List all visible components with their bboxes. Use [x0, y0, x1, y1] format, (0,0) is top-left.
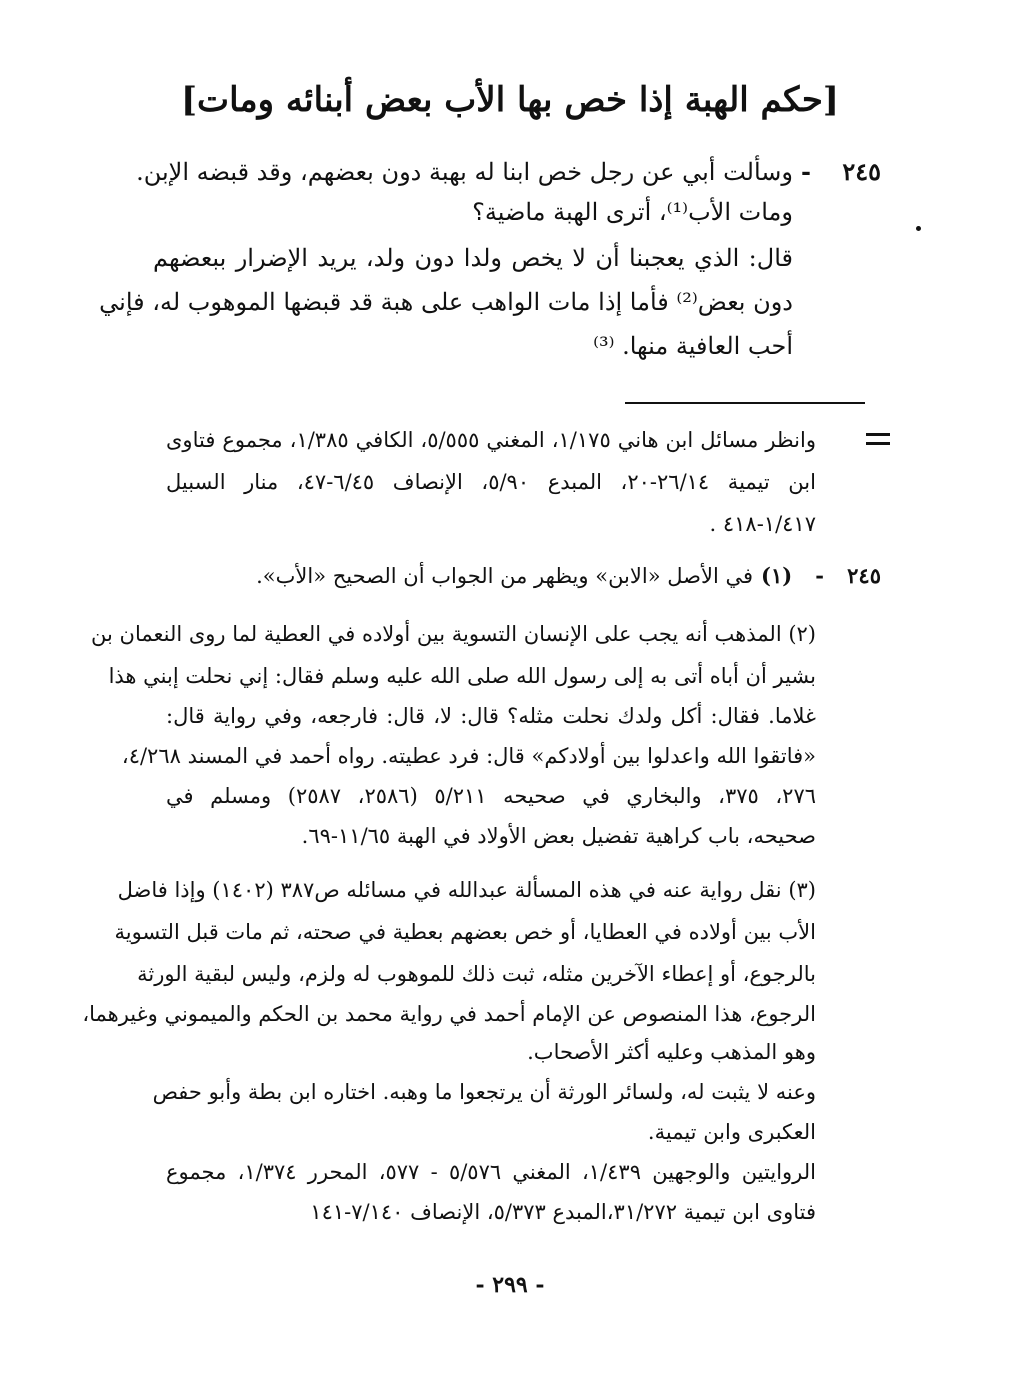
question-line-2: ومات الأب⁽¹⁾، أترى الهبة ماضية؟ [472, 198, 793, 226]
footnote-2-line-1: (٢) المذهب أنه يجب على الإنسان التسوية بين أولاده في العطية لما روى النعمان بن [91, 622, 816, 646]
question-line-1: وسألت أبي عن رجل خص ابنا له بهبة دون بعضهم، وقد قبضه الإبن. [136, 158, 793, 186]
footnote-3-line-1: (٣) نقل رواية عنه في هذه المسألة عبدالله في مسائله ص٣٨٧ (١٤٠٢) وإذا فاضل [117, 878, 816, 902]
section-title: [حكم الهبة إذا خص بها الأب بعض أبنائه ومات] [180, 80, 840, 120]
footnote-3-line-3: بالرجوع، أو إعطاء الآخرين مثله، ثبت ذلك للموهوب له ولزم، وليس لبقية الورثة [137, 962, 816, 986]
refs-line-2: ابن تيمية ٢٦/١٤-٢٠، المبدع ٥/٩٠، الإنصاف ٦/٤٥-٤٧، منار السبيل [166, 470, 816, 494]
answer-line-3: أحب العافية منها. ⁽³⁾ [593, 332, 793, 360]
entry-number: ٢٤٥ - [801, 157, 881, 186]
footnote-3b-line-2: العكبرى وابن تيمية. [647, 1120, 816, 1144]
footnote-1-text: في الأصل «الابن» ويظهر من الجواب أن الصحيح «الأب». [256, 564, 753, 588]
footnote-3-line-5: وهو المذهب وعليه أكثر الأصحاب. [527, 1040, 816, 1064]
refs-line-1: وانظر مسائل ابن هاني ١/١٧٥، المغني ٥/٥٥٥، الكافي ١/٣٨٥، مجموع فتاوى [166, 428, 816, 452]
footnote-2-line-6: صحيحه، باب كراهية تفضيل بعض الأولاد في الهبة ١١/٦٥-٦٩. [301, 824, 816, 848]
footnote-separator [625, 402, 865, 404]
continuation-mark [866, 433, 890, 445]
footnote-3b-line-1: وعنه لا يثبت له، ولسائر الورثة أن يرتجعوا ما وهبه. اختاره ابن بطة وأبو حفص [152, 1080, 816, 1104]
footnote-1-marker: ٢٤٥ - (١) [761, 563, 881, 588]
page-number: - ٢٩٩ - [475, 1272, 545, 1298]
footnote-2-line-5: ٢٧٦، ٣٧٥، والبخاري في صحيحه ٥/٢١١ (٢٥٨٦، ٢٥٨٧) ومسلم في [166, 784, 817, 808]
answer-line-1: قال: الذي يعجبنا أن لا يخص ولدا دون ولد، يريد الإضرار ببعضهم [153, 244, 793, 272]
footnote-3-line-4: الرجوع، هذا المنصوص عن الإمام أحمد في رواية محمد بن الحكم والميموني وغيرهما، [82, 1002, 816, 1026]
refs-line-3: ١/٤١٧-٤١٨ . [709, 512, 816, 536]
footnote-3c-line-2: فتاوى ابن تيمية ٣١/٢٧٢،المبدع ٥/٣٧٣، الإنصاف ٧/١٤٠-١٤١ [310, 1200, 816, 1224]
footnote-2-line-3: غلاما. فقال: أكل ولدك نحلت مثله؟ قال: لا، قال: فارجعه، وفي رواية قال: [166, 704, 816, 728]
footnote-3-line-2: الأب بين أولاده في العطايا، أو خص بعضهم بعطية في صحته، ثم مات قبل التسوية [114, 920, 816, 944]
answer-line-2: دون بعض⁽²⁾ فأما إذا مات الواهب على هبة قد قبضها الموهوب له، فإني [99, 288, 793, 316]
footnote-2-line-2: بشير أن أباه أتى به إلى رسول الله صلى الله عليه وسلم فقال: إني نحلت إبني هذا [108, 664, 816, 688]
footnote-3c-line-1: الروايتين والوجهين ١/٤٣٩، المغني ٥/٥٧٦ - ٥٧٧، المحرر ١/٣٧٤، مجموع [166, 1160, 816, 1184]
footnote-2-line-4: «فاتقوا الله واعدلوا بين أولادكم» قال: فرد عطيته. رواه أحمد في المسند ٤/٢٦٨، [121, 744, 816, 768]
ink-dot [916, 226, 921, 231]
